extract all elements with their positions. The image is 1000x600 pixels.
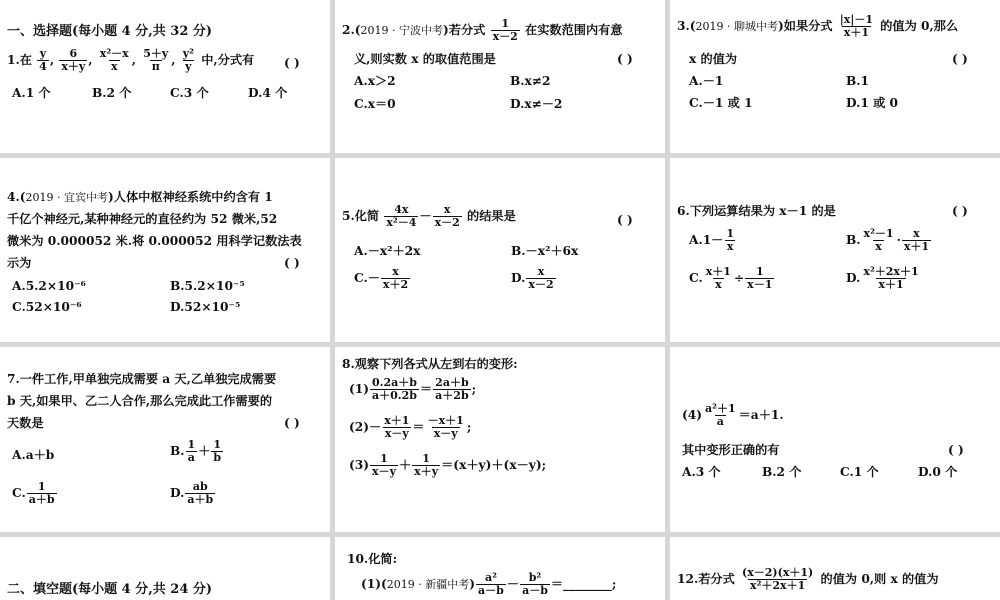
fraction: $\frac{\text{b²}}{a-b}$ (522, 571, 548, 597)
q8-statement-2: (2)－ $\frac{x+1}{x-y}$ ＝ $\frac{-x+1}{x-y}$ ; (349, 414, 472, 440)
option-d[interactable]: D. $\frac{x}{x-2}$ (511, 265, 554, 291)
option-d[interactable]: D.1 或 0 (846, 96, 899, 110)
option-b[interactable]: B. $\frac{1}{a}$ ＋ $\frac{1}{b}$ (170, 438, 222, 464)
option-a[interactable]: A.－x²＋2x (354, 244, 421, 258)
fraction: $\frac{\text{x²－1}}{x}$ (863, 227, 894, 253)
question-4-line2: 千亿个神经元,某种神经元的直径约为 52 微米,52 (7, 212, 278, 226)
option-d[interactable]: D. $\frac{ab}{a+b}$ (170, 480, 214, 506)
question-3: 3.(2019 · 聊城中考)如果分式 $\frac{|x|-1}{x+1}$ 的值为 0,那么 (677, 13, 959, 39)
answer-paren[interactable]: ( ) (952, 52, 968, 66)
option-d[interactable]: D.52×10⁻⁵ (170, 300, 241, 314)
option-a[interactable]: A.a＋b (12, 448, 55, 462)
question-12: 12.若分式 $\frac{(x-2)(x+1)}{\text{x²＋2x＋1}}$ 的值为 0,则 x 的值为 (677, 566, 939, 592)
option-a[interactable]: A.1 个 (12, 86, 51, 100)
card-q4 (0, 158, 330, 342)
fraction: $\frac{x+1}{x-y}$ (384, 414, 410, 440)
option-b[interactable]: B.2 个 (762, 465, 802, 479)
fraction: $\frac{x}{x-2}$ (528, 265, 554, 291)
question-7-line3: 天数是 (7, 416, 44, 430)
answer-paren[interactable]: ( ) (284, 416, 300, 430)
q8-statement-4: (4) $\frac{\text{a²＋1}}{a}$ ＝a＋1. (682, 402, 784, 428)
fraction: $\frac{x}{x+2}$ (382, 265, 409, 291)
fraction: $\frac{x}{x-2}$ (434, 203, 460, 229)
option-a[interactable]: A.－1 (689, 74, 724, 88)
option-d[interactable]: D. $\frac{\text{x²＋2x＋1}}{x+1}$ (846, 265, 919, 291)
fraction: $\frac{\text{a²＋1}}{a}$ (705, 402, 736, 428)
fraction: $\frac{\text{y²}}{y}$ (182, 47, 194, 73)
card-q2 (335, 0, 665, 153)
question-1: 1.在 $\frac{y}{4}$ , $\frac{6}{x+y}$ , $\frac{\text{x²－x}}{x}$ , $\frac{5+y}{\pi}$ , $\frac{\text{y²}}{y}$ 中,分式有 (7, 47, 255, 73)
option-a[interactable]: A.1－ $\frac{1}{x}$ (689, 227, 735, 253)
answer-paren[interactable]: ( ) (617, 213, 633, 227)
option-c[interactable]: C.x＝0 (354, 97, 396, 111)
answer-blank[interactable]: ________ (563, 576, 612, 591)
q10-part-1: (1)(2019 · 新疆中考) $\frac{\text{a²}}{a-b}$ － $\frac{\text{b²}}{a-b}$ ＝________; (361, 571, 617, 597)
fraction: $\frac{4x}{\text{x²－4}}$ (386, 203, 417, 229)
card-section2 (0, 537, 330, 600)
section-heading-choice: 一、选择题(每小题 4 分,共 32 分) (7, 24, 213, 39)
fraction: $\frac{1}{b}$ (213, 438, 222, 464)
fraction: $\frac{0.2a+b}{a+0.2b}$ (372, 376, 417, 402)
option-c[interactable]: C. $\frac{x+1}{x}$ ÷ $\frac{1}{x-1}$ (689, 265, 773, 291)
fraction: $\frac{y}{4}$ (39, 47, 47, 73)
fraction: $\frac{1}{x}$ (726, 227, 735, 253)
option-c[interactable]: C. $\frac{1}{a+b}$ (12, 480, 55, 506)
answer-paren[interactable]: ( ) (948, 443, 964, 457)
card-q7 (0, 347, 330, 532)
answer-paren[interactable]: ( ) (617, 52, 633, 66)
fraction: $\frac{1}{a+b}$ (28, 480, 55, 506)
fraction: $\frac{\text{x²＋2x＋1}}{x+1}$ (863, 265, 919, 291)
fraction: $\frac{1}{a}$ (187, 438, 196, 464)
option-a[interactable]: A.x＞2 (354, 74, 396, 88)
question-10: 10.化简: (347, 552, 398, 566)
fraction: $\frac{1}{x+y}$ (414, 452, 439, 478)
card-section1-q1 (0, 0, 330, 153)
option-d[interactable]: D.4 个 (248, 86, 288, 100)
source-tag: 2019 · 聊城中考 (695, 19, 778, 33)
option-d[interactable]: D.0 个 (918, 465, 958, 479)
question-4: 4.(2019 · 宜宾中考)人体中枢神经系统中约含有 1 (7, 190, 273, 204)
source-tag: 2019 · 宁波中考 (360, 23, 443, 37)
fraction: $\frac{(x-2)(x+1)}{\text{x²＋2x＋1}}$ (742, 566, 814, 592)
fraction: $\frac{2a+b}{a+2b}$ (435, 376, 469, 402)
option-b[interactable]: B.－x²＋6x (511, 244, 579, 258)
option-b[interactable]: B. $\frac{\text{x²－1}}{x}$ · $\frac{x}{x+1}$ (846, 227, 930, 253)
card-q6 (670, 158, 1000, 342)
section-heading-fill: 二、填空题(每小题 4 分,共 24 分) (7, 582, 213, 597)
fraction: $\frac{\text{x²－x}}{x}$ (99, 47, 129, 73)
question-8: 8.观察下列各式从左到右的变形: (342, 357, 518, 371)
question-2: 2.(2019 · 宁波中考)若分式 $\frac{1}{x-2}$ 在实数范围内有意 (342, 17, 623, 43)
card-q8 (335, 347, 665, 532)
answer-paren[interactable]: ( ) (284, 256, 300, 270)
option-d[interactable]: D.x≠－2 (510, 97, 563, 111)
card-q8-continued (670, 347, 1000, 532)
fraction: $\frac{5+y}{\pi}$ (143, 47, 169, 73)
q8-statement-1: (1) $\frac{0.2a+b}{a+0.2b}$ ＝ $\frac{2a+b}{a+2b}$ ; (349, 376, 477, 402)
fraction: $\frac{x}{x+1}$ (903, 227, 930, 253)
option-c[interactable]: C.1 个 (840, 465, 879, 479)
card-q10 (335, 537, 665, 600)
question-3-line2: x 的值为 (689, 52, 738, 66)
option-c[interactable]: C.52×10⁻⁶ (12, 300, 82, 314)
question-8-prompt: 其中变形正确的有 (682, 443, 780, 457)
card-q3 (670, 0, 1000, 153)
q8-statement-3: (3) $\frac{1}{x-y}$ ＋ $\frac{1}{x+y}$ ＝(x＋y)＋(x－y); (349, 452, 547, 478)
option-a[interactable]: A.3 个 (682, 465, 721, 479)
question-4-line4: 示为 (7, 256, 32, 270)
question-2-line2: 义,则实数 x 的取值范围是 (354, 52, 496, 66)
fraction: $\frac{-x+1}{x-y}$ (427, 414, 464, 440)
fraction: $\frac{\text{a²}}{a-b}$ (478, 571, 504, 597)
option-c[interactable]: C.－ $\frac{x}{x+2}$ (354, 265, 409, 291)
option-b[interactable]: B.2 个 (92, 86, 132, 100)
fraction: $\frac{1}{x-y}$ (372, 452, 396, 478)
answer-paren[interactable]: ( ) (952, 204, 968, 218)
fraction: $\frac{x+1}{x}$ (705, 265, 731, 291)
fraction: $\frac{ab}{a+b}$ (187, 480, 214, 506)
option-b[interactable]: B.1 (846, 74, 870, 88)
fraction: $\frac{1}{x-1}$ (747, 265, 773, 291)
option-c[interactable]: C.－1 或 1 (689, 96, 753, 110)
question-4-line3: 微米为 0.000052 米.将 0.000052 用科学记数法表 (7, 234, 302, 248)
question-7: 7.一件工作,甲单独完成需要 a 天,乙单独完成需要 (7, 372, 277, 386)
card-q12 (670, 537, 1000, 600)
question-5: 5.化简 $\frac{4x}{\text{x²－4}}$ － $\frac{x}{x-2}$ 的结果是 (342, 203, 516, 229)
question-6: 6.下列运算结果为 x－1 的是 (677, 204, 836, 218)
source-tag: 2019 · 宜宾中考 (25, 191, 108, 204)
option-c[interactable]: C.3 个 (170, 86, 209, 100)
fraction: $\frac{6}{x+y}$ (61, 47, 86, 73)
fraction: $\frac{|x|-1}{x+1}$ (839, 13, 873, 39)
fraction: $\frac{1}{x-2}$ (492, 17, 518, 43)
card-q5 (335, 158, 665, 342)
question-7-line2: b 天,如果甲、乙二人合作,那么完成此工作需要的 (7, 394, 273, 408)
option-a[interactable]: A.5.2×10⁻⁶ (12, 279, 86, 293)
answer-paren[interactable]: ( ) (284, 56, 300, 70)
source-tag: 2019 · 新疆中考 (386, 577, 470, 591)
option-b[interactable]: B.5.2×10⁻⁵ (170, 279, 245, 293)
option-b[interactable]: B.x≠2 (510, 74, 551, 88)
